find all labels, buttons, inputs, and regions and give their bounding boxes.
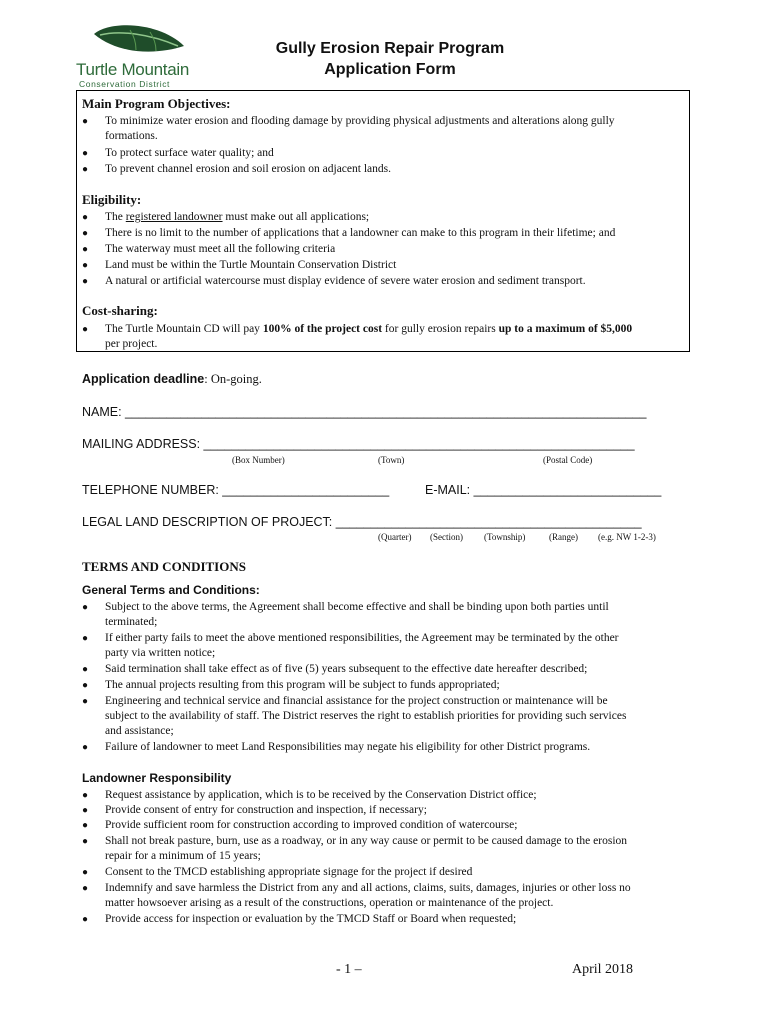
bullet-icon: ● <box>82 867 89 878</box>
eligibility-line: Land must be within the Turtle Mountain Conservation District <box>105 259 397 271</box>
terms-line: Failure of landowner to meet Land Responsibilities may negate his eligibility for other District programs. <box>105 741 591 753</box>
eligibility-heading: Eligibility: <box>82 192 142 207</box>
example-caption: (e.g. NW 1-2-3) <box>598 532 656 542</box>
bullet-icon: ● <box>82 696 89 707</box>
form-subtitle: Application Form <box>324 61 456 78</box>
cost-sharing-heading: Cost-sharing: <box>82 303 158 318</box>
bullet-icon: ● <box>82 602 89 613</box>
landowner-responsibility-heading: Landowner Responsibility <box>82 771 232 785</box>
terms-line: The annual projects resulting from this program will be subject to funds appropriated; <box>105 679 500 691</box>
responsibility-line: Indemnify and save harmless the District from any and all actions, claims, suits, damages, injuries or other loss no <box>105 882 631 894</box>
terms-line: If either party fails to meet the above mentioned responsibilities, the Agreement may be terminated by the other <box>105 632 619 644</box>
box-number-caption: (Box Number) <box>232 455 285 465</box>
responsibility-line: Request assistance by application, which is to be received by the Conservation District office; <box>105 789 537 801</box>
logo <box>76 24 206 90</box>
town-caption: (Town) <box>378 455 405 465</box>
cost-sharing-line: per project. <box>105 338 158 350</box>
application-deadline: Application deadline: On-going. <box>82 372 262 386</box>
bullet-icon: ● <box>82 260 89 271</box>
general-terms-heading: General Terms and Conditions: <box>82 583 260 597</box>
terms-line: and assistance; <box>105 725 174 737</box>
responsibility-line: Shall not break pasture, burn, use as a roadway, or in any way cause or permit to be caused damage to the erosion <box>105 835 628 847</box>
form-title: Gully Erosion Repair Program <box>275 40 505 57</box>
bullet-icon: ● <box>82 914 89 925</box>
objective-line: To prevent channel erosion and soil erosion on adjacent lands. <box>105 163 391 175</box>
bullet-icon: ● <box>82 790 89 801</box>
section-caption: (Section) <box>430 532 463 542</box>
responsibility-line: Provide consent of entry for construction and inspection, if necessary; <box>105 804 427 816</box>
bullet-icon: ● <box>82 742 89 753</box>
responsibility-line: Consent to the TMCD establishing appropriate signage for the project if desired <box>105 866 473 878</box>
bullet-icon: ● <box>82 805 89 816</box>
objective-line: To protect surface water quality; and <box>105 147 274 159</box>
telephone-field[interactable]: TELEPHONE NUMBER: ________________________ <box>82 483 390 497</box>
bullet-icon: ● <box>82 883 89 894</box>
name-field[interactable]: NAME: ___________________________________________________________________________ <box>82 405 647 419</box>
page-number: - 1 – <box>336 962 362 977</box>
responsibility-line: repair for a minimum of 15 years; <box>105 850 261 862</box>
eligibility-line: The waterway must meet all the following criteria <box>105 243 336 255</box>
quarter-caption: (Quarter) <box>378 532 412 542</box>
bullet-icon: ● <box>82 228 89 239</box>
postal-code-caption: (Postal Code) <box>543 455 593 465</box>
cost-sharing-line: The Turtle Mountain CD will pay 100% of the project cost for gully erosion repairs up to a maximum of $5,000 <box>105 323 633 335</box>
bullet-icon: ● <box>82 116 89 127</box>
eligibility-line: A natural or artificial watercourse must display evidence of severe water erosion and sediment transport. <box>105 275 586 287</box>
bullet-icon: ● <box>82 276 89 287</box>
logo-name: Turtle Mountain <box>76 60 189 79</box>
township-caption: (Township) <box>484 532 526 542</box>
legal-land-description-field[interactable]: LEGAL LAND DESCRIPTION OF PROJECT: ____________________________________________ <box>82 515 642 529</box>
bullet-icon: ● <box>82 664 89 675</box>
bullet-icon: ● <box>82 820 89 831</box>
terms-line: Said termination shall take effect as of five (5) years subsequent to the effective date hereafter described; <box>105 663 588 675</box>
email-field[interactable]: E-MAIL: ___________________________ <box>425 483 662 497</box>
terms-line: Subject to the above terms, the Agreement shall become effective and shall be binding upon both parties until <box>105 601 609 613</box>
leaf-icon <box>90 24 186 64</box>
objective-line: To minimize water erosion and flooding damage by providing physical adjustments and alterations along gully <box>105 115 615 127</box>
terms-heading: TERMS AND CONDITIONS <box>82 559 246 574</box>
eligibility-line: There is no limit to the number of applications that a landowner can make to this program in their lifetime; and <box>105 227 616 239</box>
logo-subtitle: Conservation District <box>79 79 171 89</box>
responsibility-line: Provide access for inspection or evaluation by the TMCD Staff or Board when requested; <box>105 913 517 925</box>
bullet-icon: ● <box>82 680 89 691</box>
eligibility-line: The registered landowner must make out all applications; <box>105 211 370 223</box>
objectives-heading: Main Program Objectives: <box>82 96 231 111</box>
bullet-icon: ● <box>82 244 89 255</box>
terms-line: terminated; <box>105 616 158 628</box>
responsibility-line: Provide sufficient room for construction according to improved condition of watercourse; <box>105 819 518 831</box>
objective-line: formations. <box>105 130 158 142</box>
range-caption: (Range) <box>549 532 578 542</box>
terms-line: Engineering and technical service and financial assistance for the project construction or maintenance will be <box>105 695 608 707</box>
terms-line: subject to the availability of staff. The District reserves the right to establish priorities for providing such services <box>105 710 627 722</box>
bullet-icon: ● <box>82 164 89 175</box>
bullet-icon: ● <box>82 212 89 223</box>
registered-landowner-term: registered landowner <box>125 211 223 223</box>
bullet-icon: ● <box>82 836 89 847</box>
bullet-icon: ● <box>82 324 89 335</box>
responsibility-line: matter howsoever arising as a result of the constructions, operation or maintenance of the project. <box>105 897 554 909</box>
bullet-icon: ● <box>82 633 89 644</box>
mailing-address-field[interactable]: MAILING ADDRESS: ______________________________________________________________ <box>82 437 635 451</box>
footer-date: April 2018 <box>572 962 634 977</box>
bullet-icon: ● <box>82 148 89 159</box>
terms-line: party via written notice; <box>105 647 216 659</box>
